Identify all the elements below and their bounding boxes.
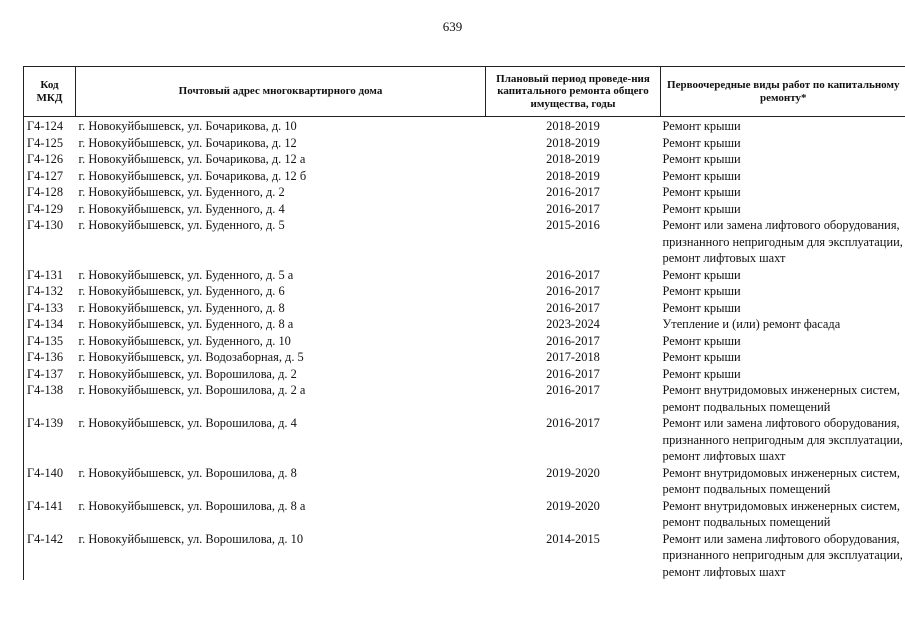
repair-works [661,267,905,284]
repair-period: 2019-2020 [546,498,600,513]
table-row [24,382,905,415]
mkd-code: Г4-125 [24,135,76,152]
repair-work-line: Ремонт крыши [662,366,741,381]
postal-address: г. Новокуйбышевск, ул. Бочарикова, д. 12 [78,135,297,150]
repair-work-line: Ремонт или замена лифтового оборудования, [662,218,900,232]
header-period: Плановый период проведе-ния капитального ремонта общего имущества, годы [486,67,661,117]
repair-period: 2018-2019 [546,168,600,183]
repair-work-line: Ремонт крыши [662,152,741,166]
repair-period: 2016-2017 [546,267,600,282]
repair-works [661,135,905,152]
repair-work-line: Ремонт крыши [662,201,741,216]
table-row [24,201,905,218]
repair-works [661,349,905,366]
repair-work-line: ремонт подвальных помещений [662,482,831,496]
page-number: 639 [442,19,463,34]
repair-period: 2018-2019 [546,152,600,166]
mkd-code: Г4-133 [24,300,76,317]
repair-period: 2019-2020 [546,465,600,480]
postal-address: г. Новокуйбышевск, ул. Ворошилова, д. 10 [78,531,304,546]
table-row [24,300,905,317]
repair-work-line: ремонт лифтовых шахт [662,564,786,579]
postal-address: г. Новокуйбышевск, ул. Ворошилова, д. 2 [78,366,297,381]
repair-work-line: Ремонт крыши [662,135,741,150]
repair-works [661,217,905,267]
mkd-code: Г4-128 [24,184,76,201]
repair-works [661,465,905,498]
repair-work-line: Утепление и (или) ремонт фасада [662,317,841,331]
table-row [24,349,905,366]
repair-period: 2016-2017 [546,333,600,348]
mkd-code: Г4-129 [24,201,76,218]
postal-address: г. Новокуйбышевск, ул. Бочарикова, д. 10 [78,119,297,133]
mkd-code: Г4-124 [24,117,76,135]
postal-address: г. Новокуйбышевск, ул. Водозаборная, д. 5 [78,350,304,364]
postal-address: г. Новокуйбышевск, ул. Бочарикова, д. 12 б [78,168,307,183]
table-row [24,366,905,383]
repair-work-line: ремонт лифтовых шахт [662,449,786,463]
repair-work-line: Ремонт крыши [662,168,741,183]
postal-address: г. Новокуйбышевск, ул. Бочарикова, д. 12 а [78,152,306,166]
repair-period: 2016-2017 [546,366,600,381]
mkd-code: Г4-141 [24,498,76,531]
repair-period: 2016-2017 [546,185,600,199]
repair-work-line: Ремонт крыши [662,267,741,282]
repair-works [661,415,905,465]
repair-works [661,498,905,531]
repair-work-line: Ремонт внутридомовых инженерных систем, [662,383,900,397]
postal-address: г. Новокуйбышевск, ул. Буденного, д. 6 [78,284,285,298]
repair-period: 2016-2017 [546,300,600,315]
repair-work-line: Ремонт крыши [662,333,741,348]
table-row [24,217,905,267]
table-row [24,135,905,152]
mkd-code: Г4-127 [24,168,76,185]
repair-period: 2016-2017 [546,416,600,430]
postal-address: г. Новокуйбышевск, ул. Буденного, д. 5 [78,218,285,232]
repair-works [661,184,905,201]
table-row [24,283,905,300]
mkd-code: Г4-132 [24,283,76,300]
repair-period: 2023-2024 [546,317,600,331]
repair-work-line: Ремонт крыши [662,185,741,199]
table-row [24,415,905,465]
repair-period: 2017-2018 [546,350,600,364]
repair-period: 2016-2017 [546,383,600,397]
repair-works [661,333,905,350]
mkd-code: Г4-142 [24,531,76,581]
repair-work-line: Ремонт внутридомовых инженерных систем, [662,498,900,513]
table-row [24,151,905,168]
repair-works [661,168,905,185]
header-code: Код МКД [24,67,76,117]
repair-works [661,316,905,333]
table-row [24,168,905,185]
repair-work-line: признанного непригодным для эксплуатации, [662,548,903,562]
header-works: Первоочередные виды работ по капитальному ремонту* [661,67,905,117]
repair-work-line: Ремонт крыши [662,350,741,364]
mkd-code: Г4-138 [24,382,76,415]
repair-period: 2018-2019 [546,135,600,150]
mkd-code: Г4-131 [24,267,76,284]
repair-period: 2016-2017 [546,201,600,216]
repair-period: 2016-2017 [546,284,600,298]
repair-works [661,201,905,218]
table-header [24,67,905,117]
repair-period: 2018-2019 [546,119,600,133]
table-row [24,498,905,531]
repair-work-line: Ремонт крыши [662,284,741,298]
postal-address: г. Новокуйбышевск, ул. Ворошилова, д. 8 [78,465,297,480]
mkd-code: Г4-140 [24,465,76,498]
repair-work-line: Ремонт крыши [662,300,741,315]
table-body [24,117,905,581]
postal-address: г. Новокуйбышевск, ул. Буденного, д. 10 [78,333,291,348]
repair-period: 2014-2015 [546,531,600,546]
repair-work-line: Ремонт крыши [662,119,741,133]
table-row [24,465,905,498]
mkd-code: Г4-135 [24,333,76,350]
table-row [24,531,905,581]
table-row [24,117,905,135]
repair-works [661,151,905,168]
table-row [24,316,905,333]
mkd-code: Г4-137 [24,366,76,383]
postal-address: г. Новокуйбышевск, ул. Буденного, д. 8 [78,300,285,315]
mkd-code: Г4-136 [24,349,76,366]
mkd-code: Г4-134 [24,316,76,333]
repair-works [661,283,905,300]
repair-work-line: признанного непригодным для эксплуатации, [662,234,903,249]
table-row [24,333,905,350]
repair-work-line: ремонт подвальных помещений [662,399,831,414]
repair-work-line: ремонт лифтовых шахт [662,251,786,265]
postal-address: г. Новокуйбышевск, ул. Ворошилова, д. 8 а [78,498,306,513]
table-row [24,184,905,201]
capital-repair-table [23,66,905,580]
mkd-code: Г4-126 [24,151,76,168]
repair-works [661,531,905,581]
header-address: Почтовый адрес многоквартирного дома [76,67,486,117]
repair-work-line: признанного непригодным для эксплуатации, [662,432,903,447]
mkd-code: Г4-139 [24,415,76,465]
repair-works [661,300,905,317]
repair-works [661,382,905,415]
repair-work-line: Ремонт или замена лифтового оборудования, [662,416,900,430]
repair-work-line: Ремонт или замена лифтового оборудования, [662,531,900,546]
postal-address: г. Новокуйбышевск, ул. Буденного, д. 2 [78,185,285,199]
repair-works [661,366,905,383]
mkd-code: Г4-130 [24,217,76,267]
repair-work-line: ремонт подвальных помещений [662,515,831,529]
postal-address: г. Новокуйбышевск, ул. Ворошилова, д. 4 [78,416,297,430]
postal-address: г. Новокуйбышевск, ул. Буденного, д. 4 [78,201,285,216]
postal-address: г. Новокуйбышевск, ул. Буденного, д. 5 а [78,267,294,282]
postal-address: г. Новокуйбышевск, ул. Ворошилова, д. 2 а [78,383,306,397]
postal-address: г. Новокуйбышевск, ул. Буденного, д. 8 а [78,317,294,331]
repair-period: 2015-2016 [546,218,600,232]
repair-work-line: Ремонт внутридомовых инженерных систем, [662,465,900,480]
table-row [24,267,905,284]
repair-works [661,117,905,135]
